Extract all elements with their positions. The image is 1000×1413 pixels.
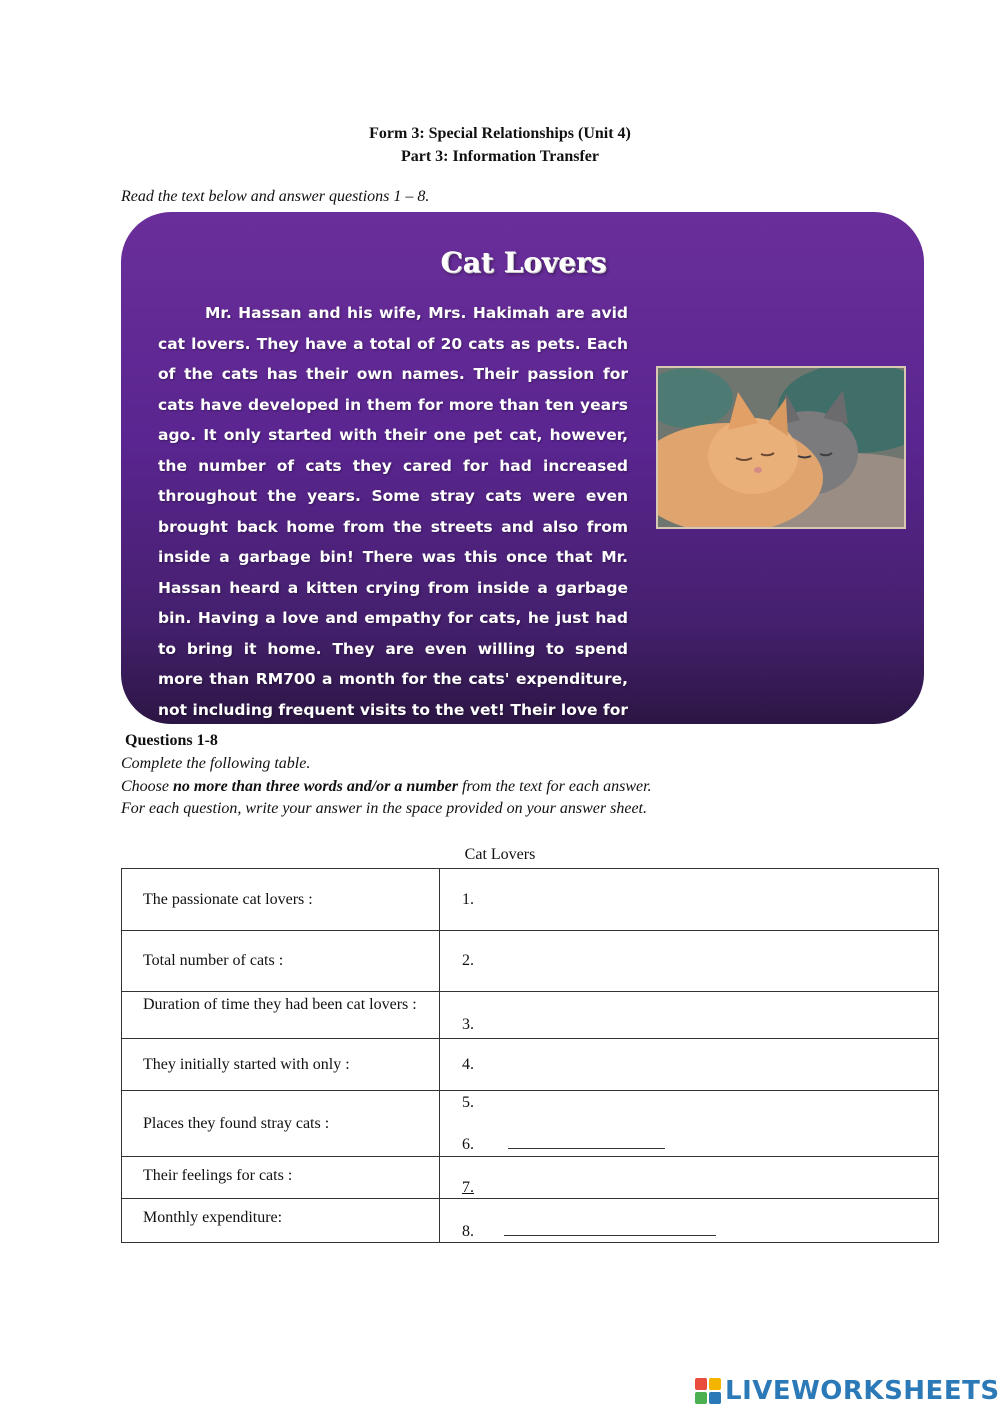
answer-cell[interactable] [440, 1091, 939, 1157]
row-label: Places they found stray cats : [122, 1091, 440, 1157]
table-row [122, 1039, 939, 1091]
row-label: Monthly expenditure: [122, 1199, 440, 1243]
row-label: They initially started with only : [122, 1039, 440, 1091]
sleeping-cats-photo [656, 366, 906, 529]
row-label: Total number of cats : [122, 931, 440, 992]
question-number: 2. [462, 952, 474, 969]
logo-text: LIVEWORKSHEETS [725, 1376, 1000, 1406]
question-number: 3. [462, 1016, 474, 1033]
table-row [122, 1091, 939, 1157]
answer-cell[interactable] [440, 992, 939, 1039]
table-row [122, 1157, 939, 1199]
question-number: 4. [462, 1055, 474, 1073]
answer-table [121, 868, 939, 1243]
questions-instruction-1: Complete the following table. [121, 755, 311, 772]
question-number: 6. [462, 1135, 474, 1153]
reading-instruction: Read the text below and answer questions 1 – 8. [121, 188, 430, 205]
questions-heading: Questions 1-8 [125, 732, 218, 749]
questions-instruction-2: Choose no more than three words and/or a number from the text for each answer. [121, 778, 652, 795]
answer-cell[interactable] [440, 869, 939, 931]
answer-cell[interactable] [440, 931, 939, 992]
question-number: 8. [462, 1223, 474, 1240]
question-number: 7. [462, 1179, 474, 1196]
question-number: 5. [462, 1093, 474, 1111]
passage-text: Mr. Hassan and his wife, Mrs. Hakimah are avid cat lovers. They have a total of 20 cats as pets. Each of the cats has their own names. Their passion for cats have developed in them for more than ten years ago. It only started with their one pet cat, however, the number of cats they cared for had increased throughout the years. Some stray cats were even brought back home from the streets and also from inside a garbage bin! There was this once that Mr. Hassan heard a kitten crying from inside a garbage bin. Having a love and empathy for cats, he just had to bring it home. They are even willing to spend more than RM700 a month for the cats' expenditure, not including frequent visits to the vet! Their love for [158, 304, 628, 719]
liveworksheets-logo[interactable] [695, 1376, 1000, 1406]
liveworksheets-logo-icon [695, 1378, 721, 1404]
questions-instruction-3: For each question, write your answer in the space provided on your answer sheet. [121, 800, 647, 817]
answer-cell[interactable] [440, 1157, 939, 1199]
answer-line-6 [462, 1134, 938, 1155]
answer-cell[interactable] [440, 1199, 939, 1243]
answer-blank[interactable] [504, 1221, 716, 1236]
header-unit-title: Form 3: Special Relationships (Unit 4) [369, 125, 631, 142]
word-limit-emphasis: no more than three words and/or a number [173, 778, 458, 795]
table-row [122, 992, 939, 1039]
row-label: The passionate cat lovers : [122, 869, 440, 931]
passage-title: Cat Lovers [440, 246, 607, 279]
table-row [122, 869, 939, 931]
worksheet-header [0, 122, 1000, 168]
table-row [122, 931, 939, 992]
row-label: Their feelings for cats : [122, 1157, 440, 1199]
reading-passage-panel [121, 212, 924, 724]
table-title: Cat Lovers [464, 846, 536, 863]
answer-blank[interactable] [508, 1134, 665, 1149]
question-number: 1. [462, 890, 474, 908]
row-label: Duration of time they had been cat lovers : [122, 992, 440, 1039]
answer-cell[interactable] [440, 1039, 939, 1091]
header-part-title: Part 3: Information Transfer [400, 148, 600, 165]
table-row [122, 1199, 939, 1243]
